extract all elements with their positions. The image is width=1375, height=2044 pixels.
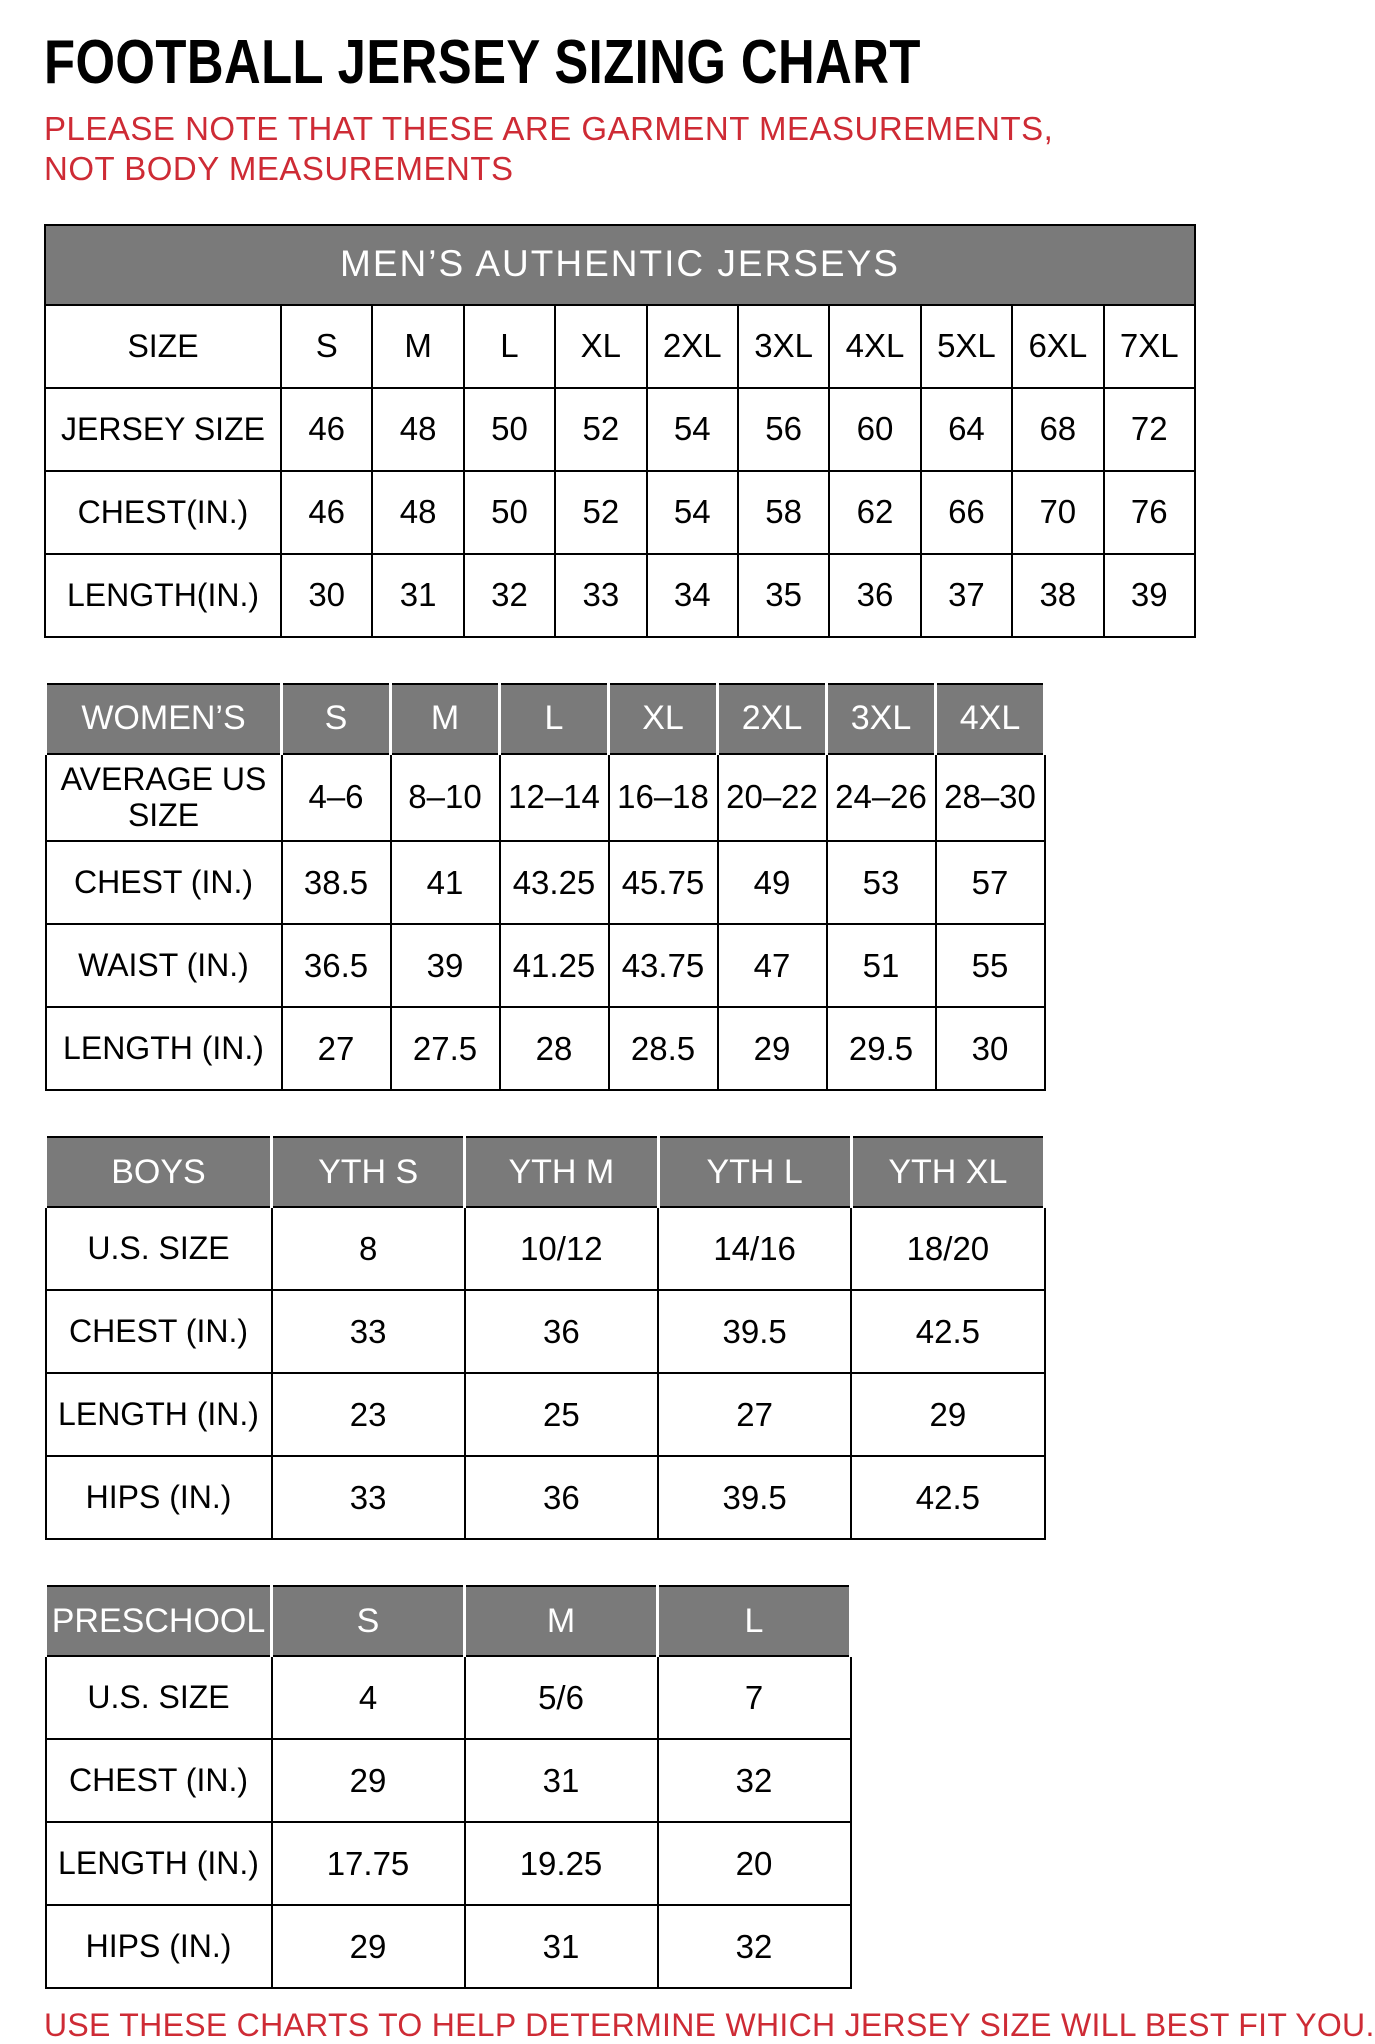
size-column-header: YTH L	[658, 1137, 851, 1207]
measurement-cell: 33	[272, 1456, 465, 1539]
measurement-cell: 37	[921, 554, 1012, 637]
measurement-cell: 20–22	[718, 754, 827, 842]
size-column-header: YTH S	[272, 1137, 465, 1207]
size-column-header: L	[500, 684, 609, 754]
measurement-cell: 30	[936, 1007, 1045, 1090]
measurement-cell: 5XL	[921, 305, 1012, 388]
row-label: AVERAGE US SIZE	[46, 754, 282, 842]
measurement-cell: 27.5	[391, 1007, 500, 1090]
measurement-cell: 43.25	[500, 841, 609, 924]
measurement-cell: 39.5	[658, 1290, 851, 1373]
measurement-cell: 10/12	[465, 1207, 658, 1290]
size-column-header: XL	[609, 684, 718, 754]
row-label: U.S. SIZE	[46, 1207, 272, 1290]
boys-row	[46, 1290, 1045, 1373]
womens-row	[46, 1007, 1045, 1090]
measurement-cell: XL	[555, 305, 646, 388]
measurement-cell: 41.25	[500, 924, 609, 1007]
row-label: U.S. SIZE	[46, 1656, 272, 1739]
measurement-cell: 24–26	[827, 754, 936, 842]
measurement-cell: 8	[272, 1207, 465, 1290]
measurement-cell: 5/6	[465, 1656, 658, 1739]
measurement-cell: M	[372, 305, 463, 388]
row-label: LENGTH(IN.)	[45, 554, 281, 637]
measurement-cell: 25	[465, 1373, 658, 1456]
row-label: HIPS (IN.)	[46, 1905, 272, 1988]
mens-sizing-table	[44, 224, 1196, 638]
size-column-header: M	[465, 1586, 658, 1656]
size-column-header: S	[282, 684, 391, 754]
measurement-cell: 7XL	[1104, 305, 1195, 388]
preschool-header-row	[46, 1586, 851, 1656]
measurement-cell: 36.5	[282, 924, 391, 1007]
measurement-cell: 51	[827, 924, 936, 1007]
measurement-cell: 53	[827, 841, 936, 924]
size-column-header: M	[391, 684, 500, 754]
row-label: LENGTH (IN.)	[46, 1822, 272, 1905]
measurement-cell: 8–10	[391, 754, 500, 842]
measurement-cell: 18/20	[851, 1207, 1044, 1290]
measurement-cell: 19.25	[465, 1822, 658, 1905]
measurement-cell: 57	[936, 841, 1045, 924]
measurement-cell: 38	[1012, 554, 1103, 637]
measurement-cell: L	[464, 305, 555, 388]
measurement-cell: 76	[1104, 471, 1195, 554]
preschool-row	[46, 1905, 851, 1988]
measurement-cell: 6XL	[1012, 305, 1103, 388]
measurement-cell: 29.5	[827, 1007, 936, 1090]
measurement-cell: 4–6	[282, 754, 391, 842]
row-label: WOMEN’S	[46, 684, 282, 754]
mens-row	[45, 388, 1195, 471]
measurement-cell: 43.75	[609, 924, 718, 1007]
measurement-cell: 36	[829, 554, 920, 637]
measurement-cell: 17.75	[272, 1822, 465, 1905]
measurement-cell: 50	[464, 388, 555, 471]
measurement-cell: 36	[465, 1290, 658, 1373]
measurement-cell: 29	[718, 1007, 827, 1090]
measurement-cell: 52	[555, 471, 646, 554]
row-label: CHEST (IN.)	[46, 1290, 272, 1373]
mens-banner-row	[45, 225, 1195, 305]
measurement-cell: 31	[372, 554, 463, 637]
measurement-cell: 48	[372, 471, 463, 554]
measurement-cell: 45.75	[609, 841, 718, 924]
measurement-cell: 29	[272, 1905, 465, 1988]
size-column-header: YTH M	[465, 1137, 658, 1207]
measurement-cell: 42.5	[851, 1456, 1044, 1539]
measurement-cell: 47	[718, 924, 827, 1007]
row-label: CHEST (IN.)	[46, 841, 282, 924]
measurement-cell: 34	[647, 554, 738, 637]
measurement-cell: 46	[281, 388, 372, 471]
measurement-cell: 48	[372, 388, 463, 471]
measurement-cell: 62	[829, 471, 920, 554]
measurement-cell: 66	[921, 471, 1012, 554]
measurement-cell: S	[281, 305, 372, 388]
measurement-cell: 33	[555, 554, 646, 637]
boys-header-row	[46, 1137, 1045, 1207]
measurement-cell: 14/16	[658, 1207, 851, 1290]
measurement-cell: 4	[272, 1656, 465, 1739]
measurement-cell: 29	[851, 1373, 1044, 1456]
mens-row	[45, 305, 1195, 388]
measurement-cell: 42.5	[851, 1290, 1044, 1373]
measurement-cell: 58	[738, 471, 829, 554]
measurement-cell: 70	[1012, 471, 1103, 554]
size-column-header: 2XL	[718, 684, 827, 754]
row-label: WAIST (IN.)	[46, 924, 282, 1007]
mens-row	[45, 471, 1195, 554]
row-label: SIZE	[45, 305, 281, 388]
tables	[44, 224, 1196, 1990]
measurement-cell: 32	[658, 1739, 851, 1822]
row-label: HIPS (IN.)	[46, 1456, 272, 1539]
measurement-cell: 28.5	[609, 1007, 718, 1090]
measurement-cell: 54	[647, 471, 738, 554]
womens-row	[46, 754, 1045, 842]
measurement-cell: 56	[738, 388, 829, 471]
womens-row	[46, 841, 1045, 924]
size-column-header: S	[272, 1586, 465, 1656]
preschool-row	[46, 1656, 851, 1739]
measurement-cell: 33	[272, 1290, 465, 1373]
measurement-cell: 41	[391, 841, 500, 924]
womens-row	[46, 924, 1045, 1007]
size-column-header: YTH XL	[851, 1137, 1044, 1207]
boys-row	[46, 1373, 1045, 1456]
preschool-row	[46, 1822, 851, 1905]
preschool-sizing-table	[44, 1585, 852, 1989]
garment-measurement-note: PLEASE NOTE THAT THESE ARE GARMENT MEASUREMENTS, NOT BODY MEASUREMENTS	[44, 110, 1054, 188]
measurement-cell: 46	[281, 471, 372, 554]
womens-sizing-table	[44, 683, 1046, 1092]
row-label: LENGTH (IN.)	[46, 1007, 282, 1090]
measurement-cell: 32	[464, 554, 555, 637]
measurement-cell: 64	[921, 388, 1012, 471]
boys-row	[46, 1456, 1045, 1539]
measurement-cell: 72	[1104, 388, 1195, 471]
measurement-cell: 28–30	[936, 754, 1045, 842]
measurement-cell: 35	[738, 554, 829, 637]
measurement-cell: 2XL	[647, 305, 738, 388]
measurement-cell: 3XL	[738, 305, 829, 388]
womens-header-row	[46, 684, 1045, 754]
measurement-cell: 55	[936, 924, 1045, 1007]
preschool-row	[46, 1739, 851, 1822]
measurement-cell: 7	[658, 1656, 851, 1739]
mens-banner-title: MEN’S AUTHENTIC JERSEYS	[45, 225, 1195, 305]
page-title: FOOTBALL JERSEY SIZING CHART	[44, 28, 921, 97]
measurement-cell: 38.5	[282, 841, 391, 924]
boys-sizing-table	[44, 1136, 1046, 1540]
size-column-header: 4XL	[936, 684, 1045, 754]
row-label: PRESCHOOL	[46, 1586, 272, 1656]
boys-row	[46, 1207, 1045, 1290]
measurement-cell: 32	[658, 1905, 851, 1988]
row-label: JERSEY SIZE	[45, 388, 281, 471]
measurement-cell: 39	[1104, 554, 1195, 637]
row-label: CHEST(IN.)	[45, 471, 281, 554]
measurement-cell: 50	[464, 471, 555, 554]
measurement-cell: 60	[829, 388, 920, 471]
measurement-cell: 27	[282, 1007, 391, 1090]
measurement-cell: 4XL	[829, 305, 920, 388]
measurement-cell: 29	[272, 1739, 465, 1822]
measurement-cell: 36	[465, 1456, 658, 1539]
size-column-header: 3XL	[827, 684, 936, 754]
measurement-cell: 68	[1012, 388, 1103, 471]
measurement-cell: 31	[465, 1905, 658, 1988]
measurement-cell: 52	[555, 388, 646, 471]
row-label: BOYS	[46, 1137, 272, 1207]
measurement-cell: 30	[281, 554, 372, 637]
measurement-cell: 20	[658, 1822, 851, 1905]
measurement-cell: 23	[272, 1373, 465, 1456]
measurement-cell: 12–14	[500, 754, 609, 842]
size-column-header: L	[658, 1586, 851, 1656]
fit-help-note: USE THESE CHARTS TO HELP DETERMINE WHICH JERSEY SIZE WILL BEST FIT YOU.	[44, 2007, 1375, 2044]
measurement-cell: 39.5	[658, 1456, 851, 1539]
mens-row	[45, 554, 1195, 637]
measurement-cell: 28	[500, 1007, 609, 1090]
measurement-cell: 39	[391, 924, 500, 1007]
measurement-cell: 31	[465, 1739, 658, 1822]
row-label: LENGTH (IN.)	[46, 1373, 272, 1456]
measurement-cell: 54	[647, 388, 738, 471]
measurement-cell: 27	[658, 1373, 851, 1456]
measurement-cell: 16–18	[609, 754, 718, 842]
row-label: CHEST (IN.)	[46, 1739, 272, 1822]
measurement-cell: 49	[718, 841, 827, 924]
